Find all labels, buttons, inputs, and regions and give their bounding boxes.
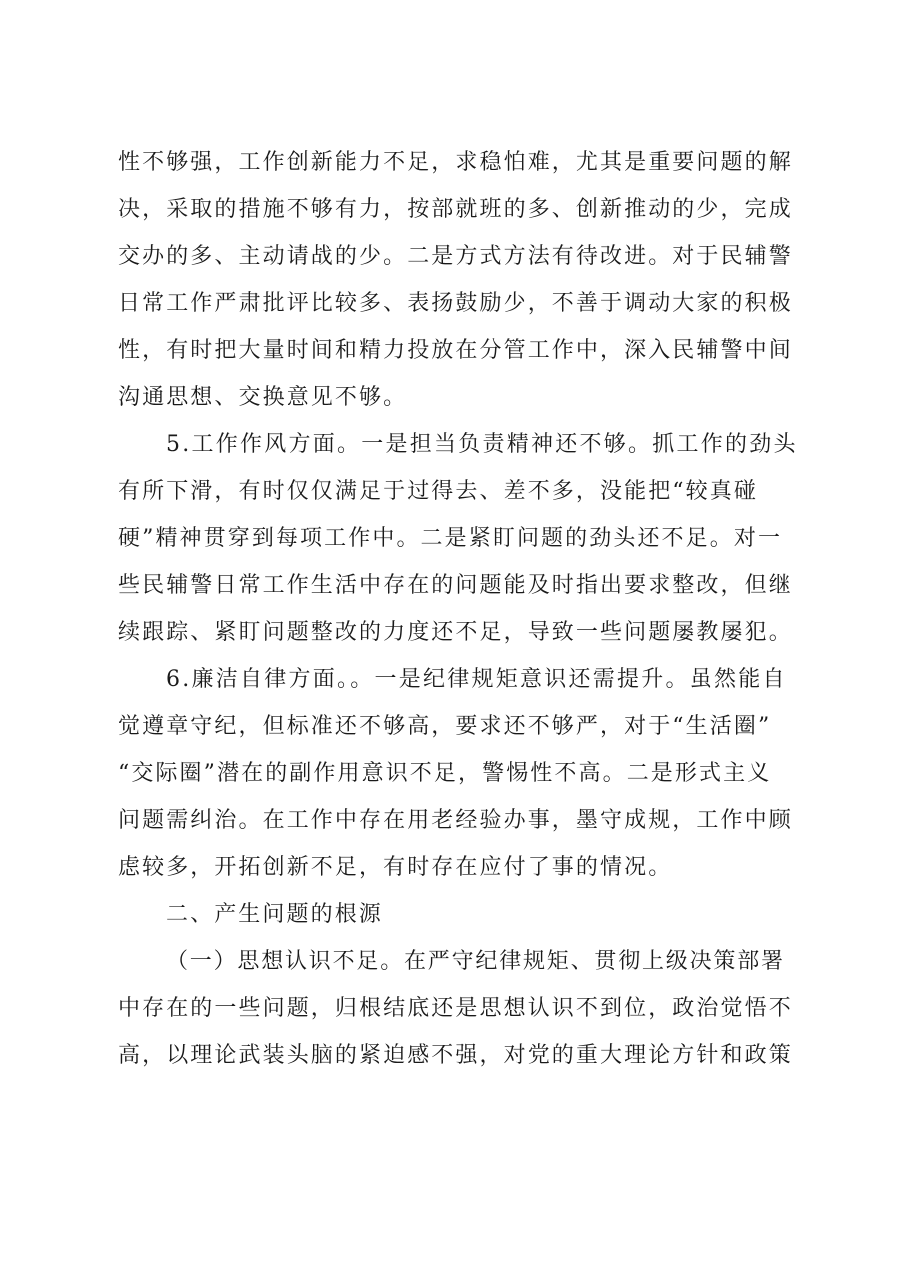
subsection-heading: （一）思想认识不足。在严守纪律规矩、贯彻上级决策部署 <box>166 949 785 974</box>
body-line: 中存在的一些问题，归根结底还是思想认识不到位，政治觉悟不 <box>118 996 793 1021</box>
section-heading-5: 5.工作作风方面。一是担当负责精神还不够。抓工作的劲头 <box>166 432 798 457</box>
body-line: 虑较多，开拓创新不足，有时存在应付了事的情况。 <box>118 855 673 880</box>
body-line: 性不够强，工作创新能力不足，求稳怕难，尤其是重要问题的解 <box>118 150 793 175</box>
body-line: 觉遵章守纪，但标准还不够高，要求还不够严，对于“生活圈” <box>118 714 772 739</box>
body-line: 问题需纠治。在工作中存在用老经验办事，墨守成规，工作中顾 <box>118 808 793 833</box>
body-line: 高，以理论武装头脑的紧迫感不强，对党的重大理论方针和政策 <box>118 1043 793 1068</box>
body-line: 有所下滑，有时仅仅满足于过得去、差不多，没能把“较真碰 <box>118 479 758 504</box>
body-line: 些民辅警日常工作生活中存在的问题能及时指出要求整改，但继 <box>118 573 793 598</box>
body-line: “交际圈”潜在的副作用意识不足，警惕性不高。二是形式主义 <box>118 761 772 786</box>
section-heading-6: 6.廉洁自律方面。。一是纪律规矩意识还需提升。虽然能自 <box>166 667 787 692</box>
chapter-heading: 二、产生问题的根源 <box>166 902 383 927</box>
body-line: 续跟踪、紧盯问题整改的力度还不足，导致一些问题屡教屡犯。 <box>118 620 793 645</box>
body-line: 硬”精神贯穿到每项工作中。二是紧盯问题的劲头还不足。对一 <box>118 526 783 551</box>
body-line: 交办的多、主动请战的少。二是方式方法有待改进。对于民辅警 <box>118 244 793 269</box>
body-line: 日常工作严肃批评比较多、表扬鼓励少，不善于调动大家的积极 <box>118 291 793 316</box>
body-line: 决，采取的措施不够有力，按部就班的多、创新推动的少，完成 <box>118 197 793 222</box>
body-line: 沟通思想、交换意见不够。 <box>118 385 408 410</box>
body-line: 性，有时把大量时间和精力投放在分管工作中，深入民辅警中间 <box>118 338 793 363</box>
